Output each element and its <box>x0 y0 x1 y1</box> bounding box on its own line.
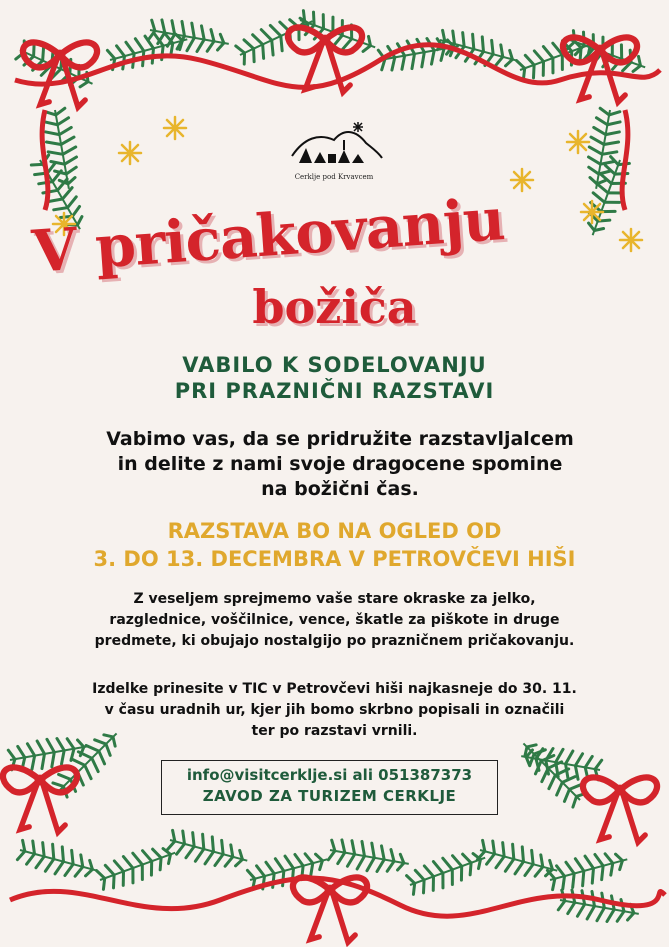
exhibition-dates <box>0 517 669 573</box>
paragraph-items-line1: Z veseljem sprejmemo vaše stare okraske za jelko, <box>133 591 536 607</box>
logo <box>284 118 384 190</box>
logo-caption: Cerklje pod Krvavcem <box>294 173 374 181</box>
paragraph-dropoff <box>40 679 629 742</box>
paragraph-dropoff-line2: v času uradnih ur, kjer jih bomo skrbno popisali in označili <box>104 702 565 718</box>
exhibition-dates-line2: 3. DO 13. DECEMBRA V PETROVČEVI HIŠI <box>93 547 576 571</box>
contact-organization: ZAVOD ZA TURIZEM CERKLJE <box>202 787 457 805</box>
invitation-heading <box>0 352 669 404</box>
contact-email-phone[interactable]: info@visitcerklje.si ali 051387373 <box>186 766 473 784</box>
paragraph-items-line3: predmete, ki obujajo nostalgijo po prazničnem pričakovanju. <box>94 633 575 649</box>
village-logo-icon <box>284 118 384 173</box>
paragraph-dropoff-line3: ter po razstavi vrnili. <box>251 723 418 739</box>
invitation-line3: na božični čas. <box>261 478 419 500</box>
invitation-line1: Vabimo vas, da se pridružite razstavljalcem <box>106 428 574 450</box>
paragraph-dropoff-line1: Izdelke prinesite v TIC v Petrovčevi hiši najkasneje do 30. 11. <box>92 681 577 697</box>
invitation-heading-line1: VABILO K SODELOVANJU <box>182 353 487 377</box>
invitation-line2: in delite z nami svoje dragocene spomine <box>117 453 563 475</box>
page-title-line2: božiča <box>252 280 417 334</box>
paragraph-items-line2: razglednice, voščilnice, vence, škatle za piškote in druge <box>109 612 560 628</box>
exhibition-dates-line1: RAZSTAVA BO NA OGLED OD <box>167 519 502 543</box>
invitation-heading-line2: PRI PRAZNIČNI RAZSTAVI <box>174 379 495 403</box>
page-title-line1: V pričakovanju <box>30 185 507 286</box>
invitation-text <box>60 427 620 502</box>
contact-box <box>161 760 498 815</box>
paragraph-items <box>40 589 629 652</box>
